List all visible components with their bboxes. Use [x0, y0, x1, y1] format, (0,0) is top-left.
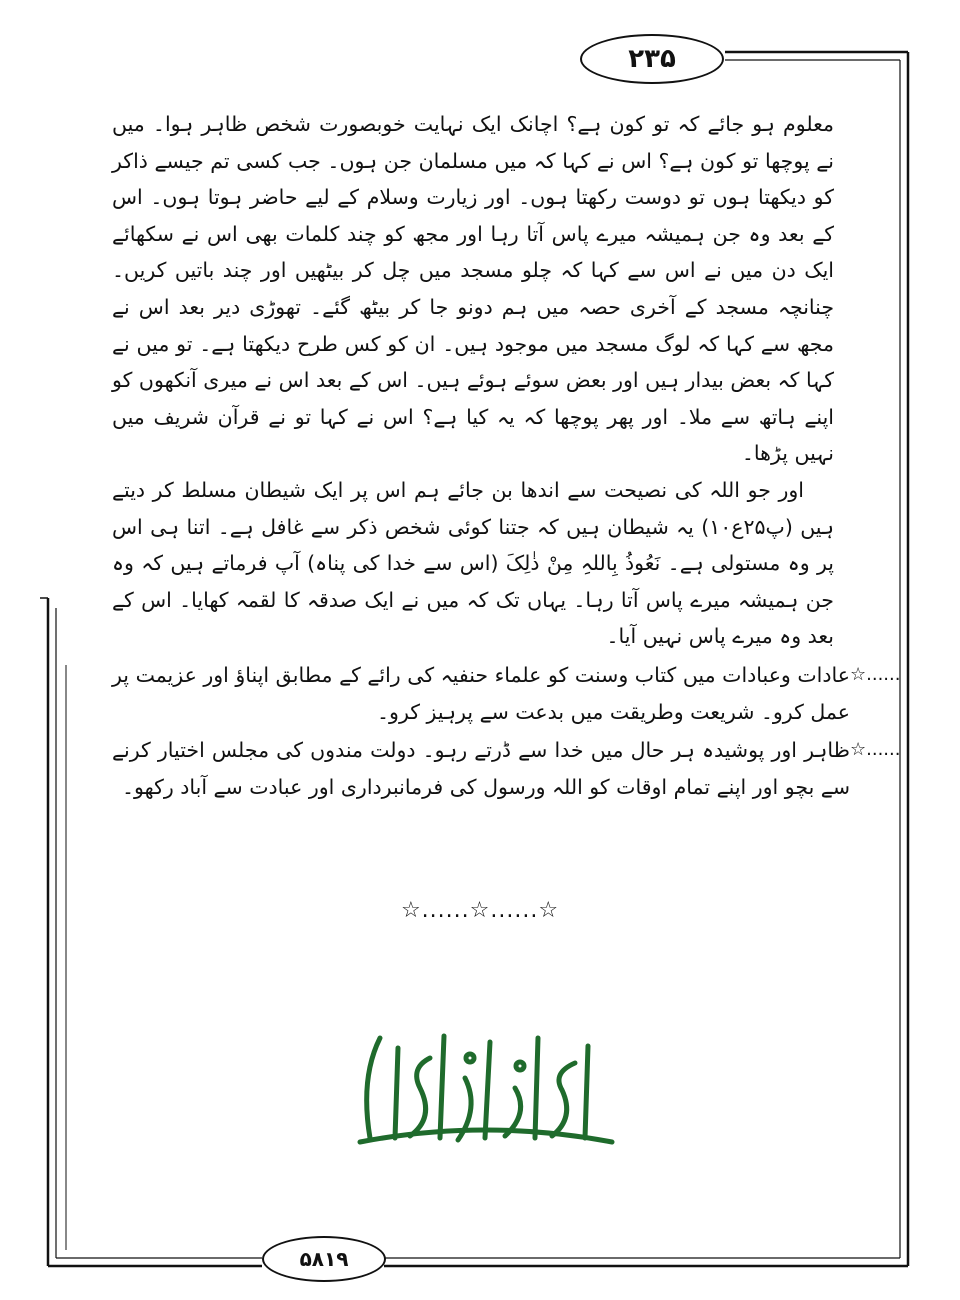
bullet-text: عادات وعبادات میں کتاب وسنت کو علماء حنفیہ کی رائے کے مطابق اپناؤ اور عزیمت پر عمل کرو۔ شریعت وطریقت میں بدعت سے پرہیز کرو۔: [112, 662, 850, 724]
bullet-list: [112, 657, 901, 805]
calligraphy-emblem: [340, 1018, 630, 1150]
star-bullet-icon: ☆......: [850, 739, 901, 761]
star-divider: ☆......☆......☆: [400, 898, 560, 923]
top-page-number: ۲۳۵: [580, 34, 724, 84]
page-body: [112, 106, 901, 805]
list-item: [112, 732, 901, 805]
bottom-page-number: ۵۸۱۹: [262, 1236, 386, 1282]
star-bullet-icon: ☆......: [850, 663, 901, 685]
bullet-text: ظاہر اور پوشیدہ ہر حال میں خدا سے ڈرتے رہو۔ دولت مندوں کی مجلس اختیار کرنے سے بچو اور اپنے تمام اوقات کو اللہ ورسول کی فرمانبرداری اور عبادت سے آباد رکھو۔: [112, 738, 850, 799]
paragraph-1: معلوم ہو جائے کہ تو کون ہے؟ اچانک ایک نہایت خوبصورت شخص ظاہر ہوا۔ میں نے پوچھا تو کون ہے؟ اس نے کہا کہ میں مسلمان جن ہوں۔ جب کسی تم جیسے ذاکر کو دیکھتا ہوں تو دوست رکھتا ہوں۔ اور زیارت وسلام کے لیے حاضر ہوتا ہوں۔ اس کے بعد وہ جن ہمیشہ میرے پاس آتا رہا اور مجھ کو چند کلمات بھی اس نے سکھائے ایک دن میں نے اس سے کہا کہ چلو مسجد میں چل کر بیٹھیں اور چند باتیں کریں۔ چنانچہ مسجد کے آخری حصہ میں ہم دونو جا کر بیٹھ گئے۔ تھوڑی دیر بعد اس نے مجھ سے کہا کہ لوگ مسجد میں موجود ہیں۔ ان کو کس طرح دیکھتا ہے۔ تو میں نے کہا کہ بعض بیدار ہیں اور بعض سوئے ہوئے ہیں۔ اس کے بعد اس نے میری آنکھوں کو اپنے ہاتھ سے ملا۔ اور پھر پوچھا کہ یہ کیا ہے؟ اس نے کہا تو نے قرآن شریف میں نہیں پڑھا۔: [112, 112, 834, 466]
list-item: [112, 657, 901, 730]
paragraph-2: اور جو اللہ کی نصیحت سے اندھا بن جائے ہم اس پر ایک شیطان مسلط کر دیتے ہیں (پ۲۵ع۱۰) یہ شیطان ہیں کہ جتنا کوئی شخص ذکر سے غافل ہے۔ اتنا ہی اس پر وہ مستولی ہے۔ نَعُوذُ بِاللہِ مِنْ ذٰلِکَ (اس سے خدا کی پناہ) آپ فرماتے ہیں کہ وہ جن ہمیشہ میرے پاس آتا رہا۔ یہاں تک کہ میں نے ایک صدقہ کا لقمہ کھایا۔ اس کے بعد وہ میرے پاس نہیں آیا۔: [112, 477, 834, 649]
